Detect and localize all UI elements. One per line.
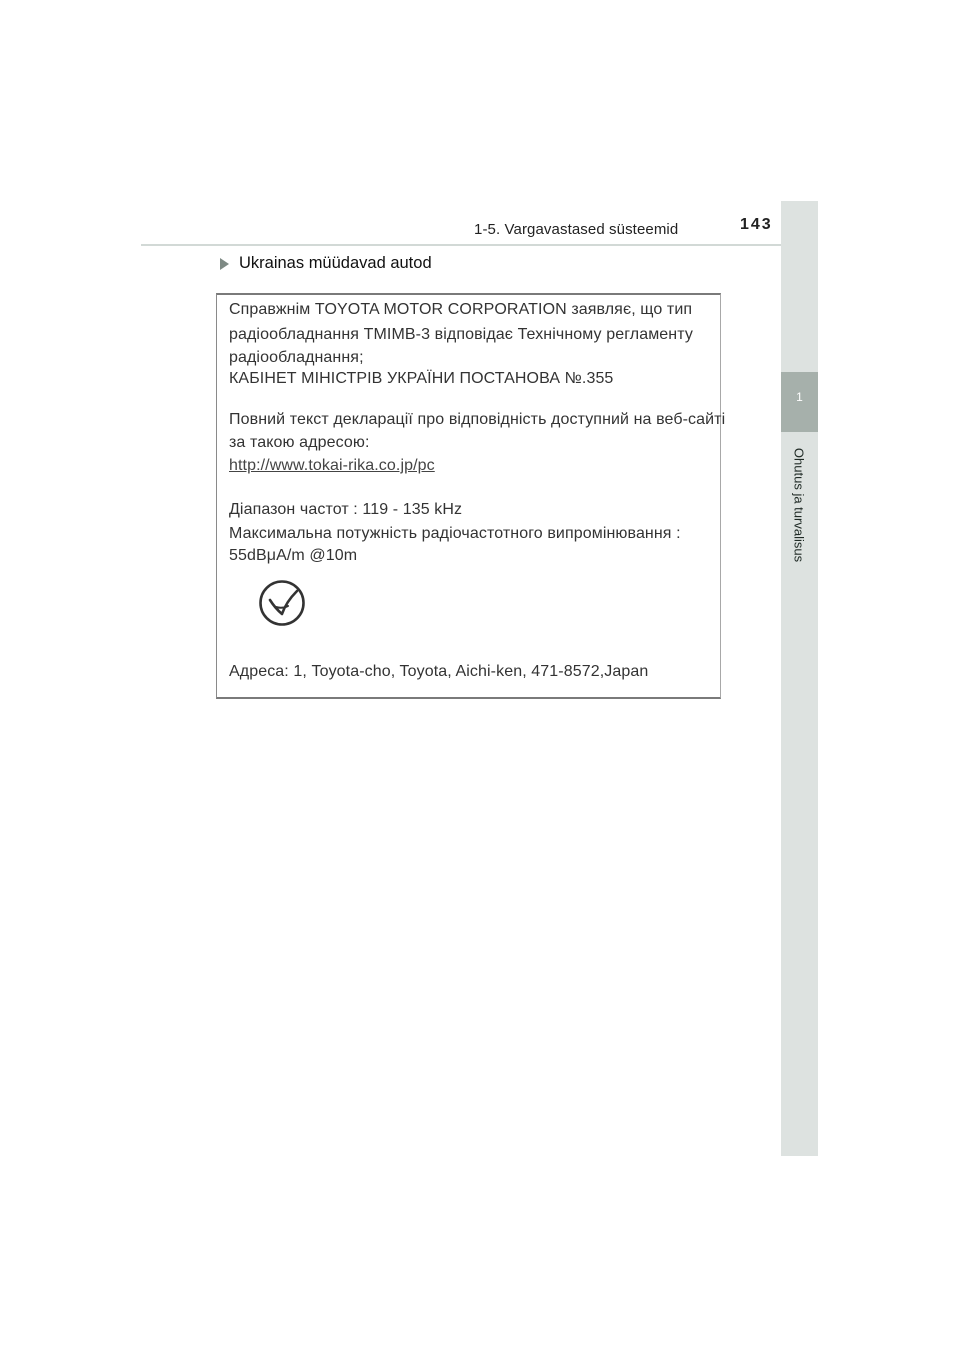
triangle-bullet-icon (220, 258, 229, 270)
declaration-line: Повний текст декларації про відповідність доступний на веб-сайті (229, 411, 726, 428)
chapter-number: 1 (796, 390, 803, 404)
declaration-url-link[interactable]: http://www.tokai-rika.co.jp/pc (229, 457, 435, 474)
declaration-line: КАБІНЕТ МІНІСТРІВ УКРАЇНИ ПОСТАНОВА №.355 (229, 370, 614, 387)
chapter-title: Ohutus ja turvalisus (791, 447, 807, 563)
declaration-line: Справжнім TOYOTA MOTOR CORPORATION заявляє, що тип (229, 301, 693, 318)
running-header-section: 1-5. Vargavastased süsteemid (474, 221, 679, 238)
declaration-address: Адреса: 1, Toyota-cho, Toyota, Aichi-ken, 471-8572,Japan (229, 663, 649, 680)
declaration-line: радіообладнання; (229, 349, 364, 366)
subheading-text: Ukrainas müüdavad autod (239, 254, 432, 272)
header-divider (141, 244, 818, 246)
page-number: 143 (740, 216, 773, 233)
chapter-side-tab (781, 201, 818, 1156)
subheading (220, 254, 432, 273)
declaration-line: 55dBμA/m @10m (229, 547, 358, 564)
declaration-line: Максимальна потужність радіочастотного випромінювання : (229, 525, 681, 542)
declaration-line: за такою адресою: (229, 434, 370, 451)
declaration-box (216, 293, 726, 699)
declaration-line: Діапазон частот : 119 - 135 kHz (229, 501, 463, 518)
ukrainian-conformity-mark-icon (257, 578, 307, 628)
declaration-line: радіообладнання TMIMB-3 відповідає Технічному регламенту (229, 326, 693, 343)
